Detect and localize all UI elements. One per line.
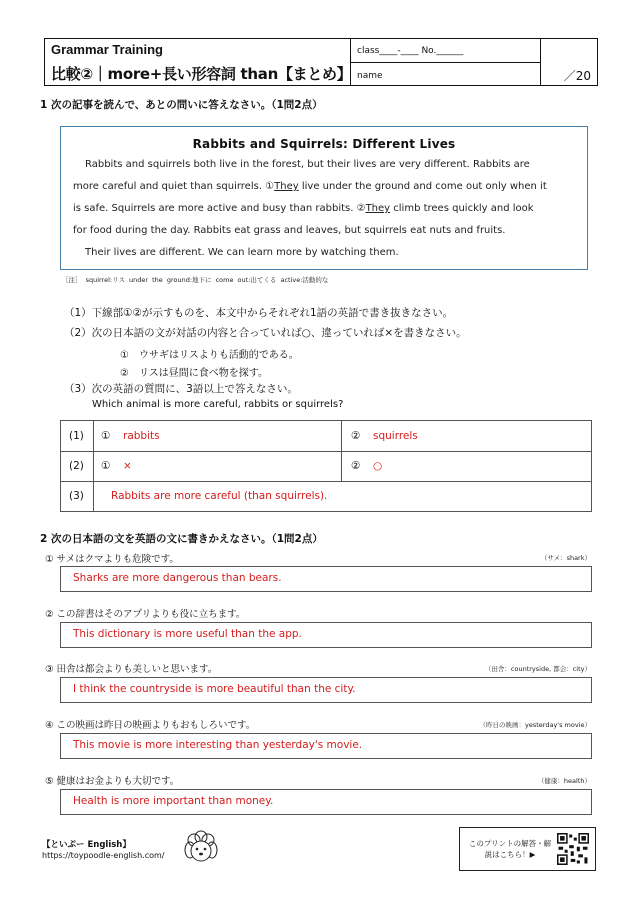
question-2-2: ② リスは昼間に食べ物を探す。	[120, 368, 268, 379]
score-total: ／20	[563, 69, 591, 83]
question-3: （3）次の英語の質問に、3語以上で答えなさい。	[64, 383, 298, 395]
answer-box	[60, 677, 592, 703]
q2-answer: This dictionary is more useful than the app.	[73, 628, 302, 640]
answer-num: ①	[101, 430, 111, 442]
row-label: (2)	[69, 460, 84, 472]
q2-prompt: ⑤ 健康はお金よりも大切です。	[45, 776, 180, 787]
underline-they-2: They	[365, 203, 391, 214]
article-line: for food during the day. Rabbits eat grass and leaves, but squirrels eat nuts and fruits.	[73, 225, 506, 236]
q2-hint: （健康：health）	[537, 777, 591, 785]
article-title: Rabbits and Squirrels: Different Lives	[192, 137, 456, 151]
q2-prompt: ④ この映画は昨日の映画よりもおもしろいです。	[45, 720, 256, 731]
q2-hint: （田舎：countryside, 都会：city）	[484, 665, 591, 673]
question-1: （1）下線部①②が示すものを、本文中からそれぞれ1語の英語で書き抜きなさい。	[64, 307, 454, 319]
q2-answer: Health is more important than money.	[73, 795, 274, 807]
site-url[interactable]: https://toypoodle-english.com/	[42, 851, 165, 860]
qr-code-icon[interactable]	[557, 833, 589, 865]
answer-1-1: rabbits	[123, 430, 160, 442]
answer-table	[60, 420, 592, 512]
answer-2-2: ○	[373, 460, 383, 472]
class-field: class____-____ No.______	[357, 46, 464, 56]
q2-answer: I think the countryside is more beautiful than the city.	[73, 683, 356, 695]
answer-3: Rabbits are more careful (than squirrels).	[111, 490, 328, 502]
divider	[351, 62, 541, 63]
brand-name: 【といぷー English】	[42, 840, 131, 850]
worksheet-title-jp: 比較②｜more+長い形容詞 than【まとめ】	[51, 65, 352, 83]
section1-title: 1 次の記事を読んで、あとの問いに答えなさい。（1問2点）	[40, 99, 323, 111]
answer-num: ②	[351, 430, 361, 442]
answer-1-2: squirrels	[373, 430, 418, 442]
worksheet-title-en: Grammar Training	[51, 42, 163, 57]
name-field: name	[357, 71, 383, 81]
col-divider	[341, 421, 342, 481]
poodle-icon	[182, 830, 220, 864]
answer-link-box[interactable]	[459, 827, 596, 871]
article-line: more careful and quiet than squirrels. ①They live under the ground and come out only when it	[73, 181, 547, 192]
q2-prompt: ③ 田舎は都会よりも美しいと思います。	[45, 664, 218, 675]
article-box	[60, 126, 588, 270]
section2-title: 2 次の日本語の文を英語の文に書きかえなさい。（1問2点）	[40, 533, 323, 545]
question-3-english: Which animal is more careful, rabbits or squirrels?	[92, 399, 344, 410]
article-line: Their lives are different. We can learn more by watching them.	[85, 247, 399, 258]
answer-box	[60, 566, 592, 592]
answer-box	[60, 733, 592, 759]
answer-box	[60, 789, 592, 815]
article-line: is safe. Squirrels are more active and busy than rabbits. ②They climb trees quickly and look	[73, 203, 534, 214]
answer-box	[60, 622, 592, 648]
answer-link-text[interactable]: このプリントの解答・解説はこちら！▶	[468, 839, 552, 859]
vocab-note: ［注］ squirrel:リス under the ground:地下に come out:出てくる active:活動的な	[62, 276, 329, 284]
q2-hint: （昨日の映画：yesterday's movie）	[479, 721, 591, 729]
q2-prompt: ② この辞書はそのアプリよりも役に立ちます。	[45, 609, 246, 620]
q2-prompt: ① サメはクマよりも危険です。	[45, 554, 179, 565]
article-line: Rabbits and squirrels both live in the forest, but their lives are very different. Rabbits are	[85, 159, 530, 170]
row-divider	[61, 451, 591, 452]
answer-num: ②	[351, 460, 361, 472]
header-box	[44, 38, 598, 86]
underline-they-1: They	[274, 181, 299, 192]
answer-num: ①	[101, 460, 111, 472]
question-2: （2）次の日本語の文が対話の内容と合っていれば○、違っていれば×を書きなさい。	[64, 327, 467, 339]
answer-2-1: ×	[123, 460, 132, 472]
row-label: (1)	[69, 430, 84, 442]
q2-answer: This movie is more interesting than yesterday's movie.	[73, 739, 363, 751]
col-divider	[93, 421, 94, 511]
row-label: (3)	[69, 490, 84, 502]
q2-hint: （サメ：shark）	[540, 554, 591, 562]
q2-answer: Sharks are more dangerous than bears.	[73, 572, 282, 584]
question-2-1: ① ウサギはリスよりも活動的である。	[120, 350, 299, 361]
row-divider	[61, 481, 591, 482]
